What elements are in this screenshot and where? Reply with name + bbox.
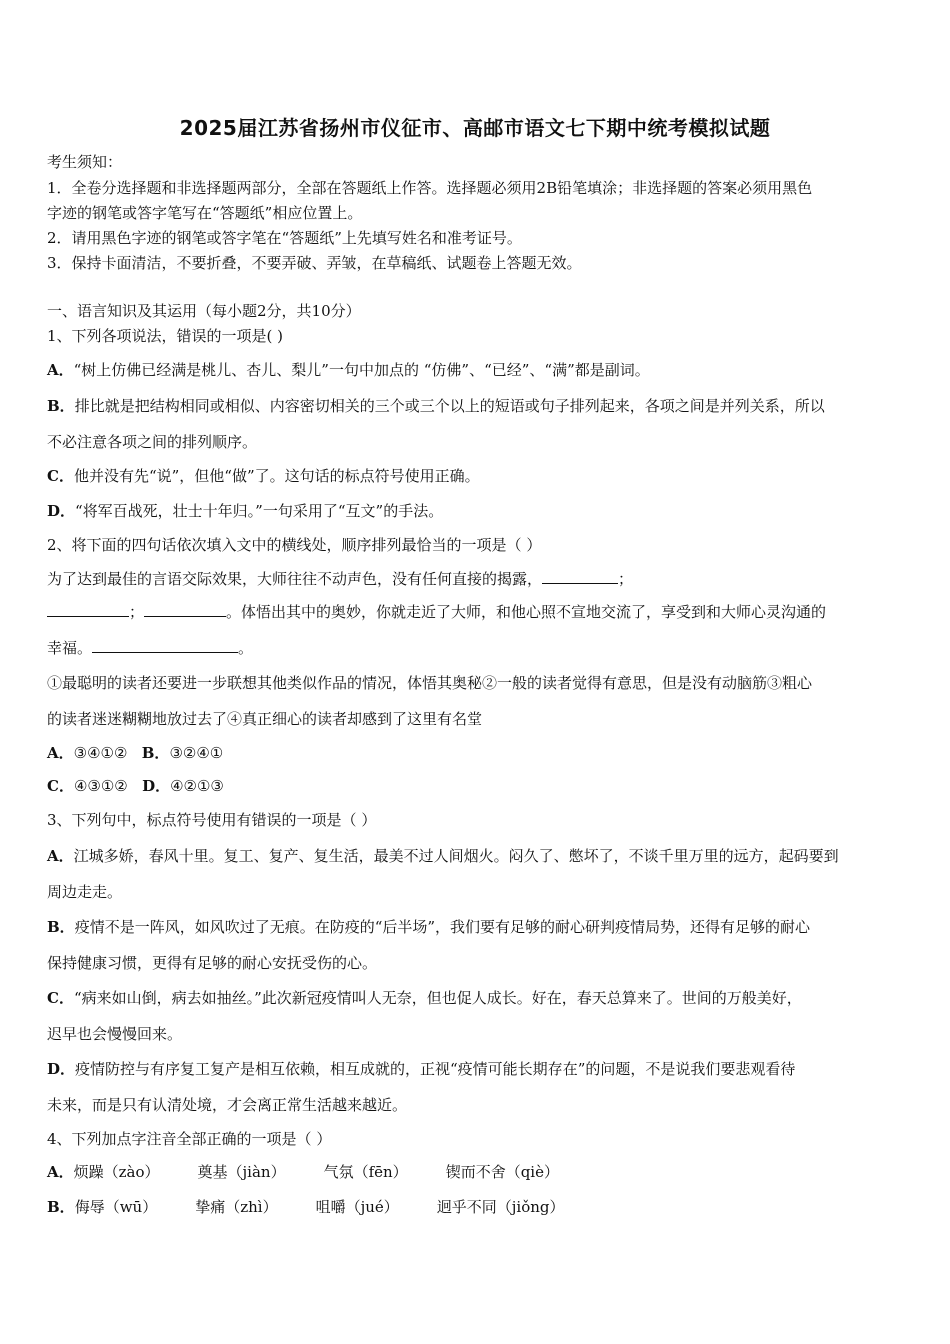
question-4-option-b	[47, 1197, 907, 1217]
question-3-option-a	[47, 846, 907, 866]
question-1-stem: 1、下列各项说法，错误的一项是( )	[47, 327, 284, 345]
option-label: A．	[47, 1163, 74, 1181]
question-2-passage-line	[47, 638, 907, 658]
option-label: A．	[47, 744, 74, 762]
question-2-passage-line	[47, 602, 907, 622]
option-label: B．	[47, 1198, 75, 1216]
option-text: 疫情不是一阵风，如风吹过了无痕。在防疫的“后半场”，我们要有足够的耐心研判疫情局势，还得有足够的耐心	[74, 918, 811, 936]
question-3-option-c	[47, 988, 907, 1008]
question-1-option-c	[47, 466, 907, 486]
notice-heading: 考生须知：	[47, 153, 123, 171]
question-1-option-b-cont: 不必注意各项之间的排列顺序。	[47, 433, 258, 451]
question-2-options-cd	[47, 776, 907, 796]
notice-item: 2．请用黑色字迹的钢笔或答字笔在“答题纸”上先填写姓名和准考证号。	[47, 229, 522, 247]
question-2-sentences: ①最聪明的读者还要进一步联想其他类似作品的情况，体悟其奥秘②一般的读者觉得有意思，但是没有动脑筋③粗心	[47, 674, 813, 692]
page-title: 2025届江苏省扬州市仪征市、高邮市语文七下期中统考模拟试题	[179, 116, 771, 140]
notice-item: 字迹的钢笔或答字笔写在“答题纸”相应位置上。	[47, 204, 363, 222]
question-4-stem: 4、下列加点字注音全部正确的一项是（ ）	[47, 1130, 332, 1148]
pinyin-item: 咀嚼（jué）	[315, 1198, 399, 1216]
option-text: “病来如山倒，病去如抽丝。”此次新冠疫情叫人无奈，但也促人成长。好在，春天总算来了。世间的万般美好，	[73, 989, 802, 1007]
fill-blank	[542, 569, 618, 584]
option-text: ④③①②	[73, 777, 128, 795]
option-text: 疫情防控与有序复工复产是相互依赖，相互成就的，正视“疫情可能长期存在”的问题，不是说我们要悲观看待	[75, 1060, 796, 1078]
fill-blank	[92, 638, 238, 653]
option-text: 他并没有先“说”，但他“做”了。这句话的标点符号使用正确。	[73, 467, 480, 485]
pinyin-item: 挚痛（zhì）	[195, 1198, 278, 1216]
passage-text: 为了达到最佳的言语交际效果，大师往往不动声色，没有任何直接的揭露，	[47, 570, 543, 588]
fill-blank	[144, 602, 226, 617]
notice-item: 3．保持卡面清洁，不要折叠，不要弄破、弄皱，在草稿纸、试题卷上答题无效。	[47, 254, 582, 272]
option-label: D．	[47, 502, 76, 520]
question-2-passage-line	[47, 569, 907, 589]
notice-item: 1．全卷分选择题和非选择题两部分，全部在答题纸上作答。选择题必须用2B铅笔填涂；非选择题的答案必须用黑色	[47, 179, 813, 197]
pinyin-item: 奠基（jiàn）	[197, 1163, 286, 1181]
question-1-option-a	[47, 360, 907, 380]
option-text: ③④①②	[73, 744, 128, 762]
passage-text: 。	[238, 639, 254, 657]
passage-text: 。体悟出其中的奥妙，你就走近了大师，和他心照不宣地交流了，享受到和大师心灵沟通的	[226, 603, 827, 621]
option-text: “树上仿佛已经满是桃儿、杏儿、梨儿”一句中加点的 “仿佛”、“已经”、“满”都是副词。	[73, 361, 650, 379]
option-label: B．	[47, 918, 75, 936]
question-2-sentences-cont: 的读者迷迷糊糊地放过去了④真正细心的读者却感到了这里有名堂	[47, 710, 483, 728]
question-3-option-d-cont: 未来，而是只有认清处境，才会离正常生活越来越近。	[47, 1096, 408, 1114]
option-label: D．	[47, 1060, 76, 1078]
option-text: 江城多娇，春风十里。复工、复产、复生活，最美不过人间烟火。闷久了、憋坏了，不谈千里万里的远方，起码要到	[73, 847, 839, 865]
pinyin-item: 锲而不舍（qiè）	[445, 1163, 559, 1181]
option-label: A．	[47, 361, 74, 379]
passage-text: 幸福。	[47, 639, 93, 657]
option-label: B．	[47, 397, 75, 415]
option-label: C．	[47, 989, 74, 1007]
fill-blank	[47, 602, 129, 617]
question-2-options-ab	[47, 743, 907, 763]
question-2-stem: 2、将下面的四句话依次填入文中的横线处，顺序排列最恰当的一项是（ ）	[47, 536, 542, 554]
option-text: 排比就是把结构相同或相似、内容密切相关的三个或三个以上的短语或句子排列起来，各项之间是并列关系，所以	[74, 397, 825, 415]
option-label: B．	[141, 744, 170, 762]
pinyin-item: 侮辱（wū）	[74, 1198, 158, 1216]
question-3-option-a-cont: 周边走走。	[47, 883, 123, 901]
section-heading: 一、语言知识及其运用（每小题2分，共10分）	[47, 302, 361, 320]
passage-text: ；	[618, 570, 634, 588]
pinyin-item: 迥乎不同（jiǒng）	[436, 1198, 565, 1216]
option-text: ④②①③	[170, 777, 224, 795]
question-3-option-b-cont: 保持健康习惯，更得有足够的耐心安抚受伤的心。	[47, 954, 378, 972]
question-3-option-c-cont: 迟早也会慢慢回来。	[47, 1025, 183, 1043]
option-text: ③②④①	[169, 744, 224, 762]
option-label: C．	[47, 467, 74, 485]
option-label: A．	[47, 847, 74, 865]
question-3-option-b	[47, 917, 907, 937]
question-1-option-d	[47, 501, 907, 521]
question-4-option-a	[47, 1162, 907, 1182]
passage-text: ；	[129, 603, 145, 621]
question-3-option-d	[47, 1059, 907, 1079]
option-label: C．	[47, 777, 74, 795]
option-label: D．	[142, 777, 171, 795]
question-3-stem: 3、下列句中，标点符号使用有错误的一项是（ ）	[47, 811, 377, 829]
question-1-option-b	[47, 396, 907, 416]
pinyin-item: 气氛（fēn）	[323, 1163, 408, 1181]
option-text: “将军百战死，壮士十年归。”一句采用了“互文”的手法。	[75, 502, 444, 520]
pinyin-item: 烦躁（zào）	[73, 1163, 160, 1181]
